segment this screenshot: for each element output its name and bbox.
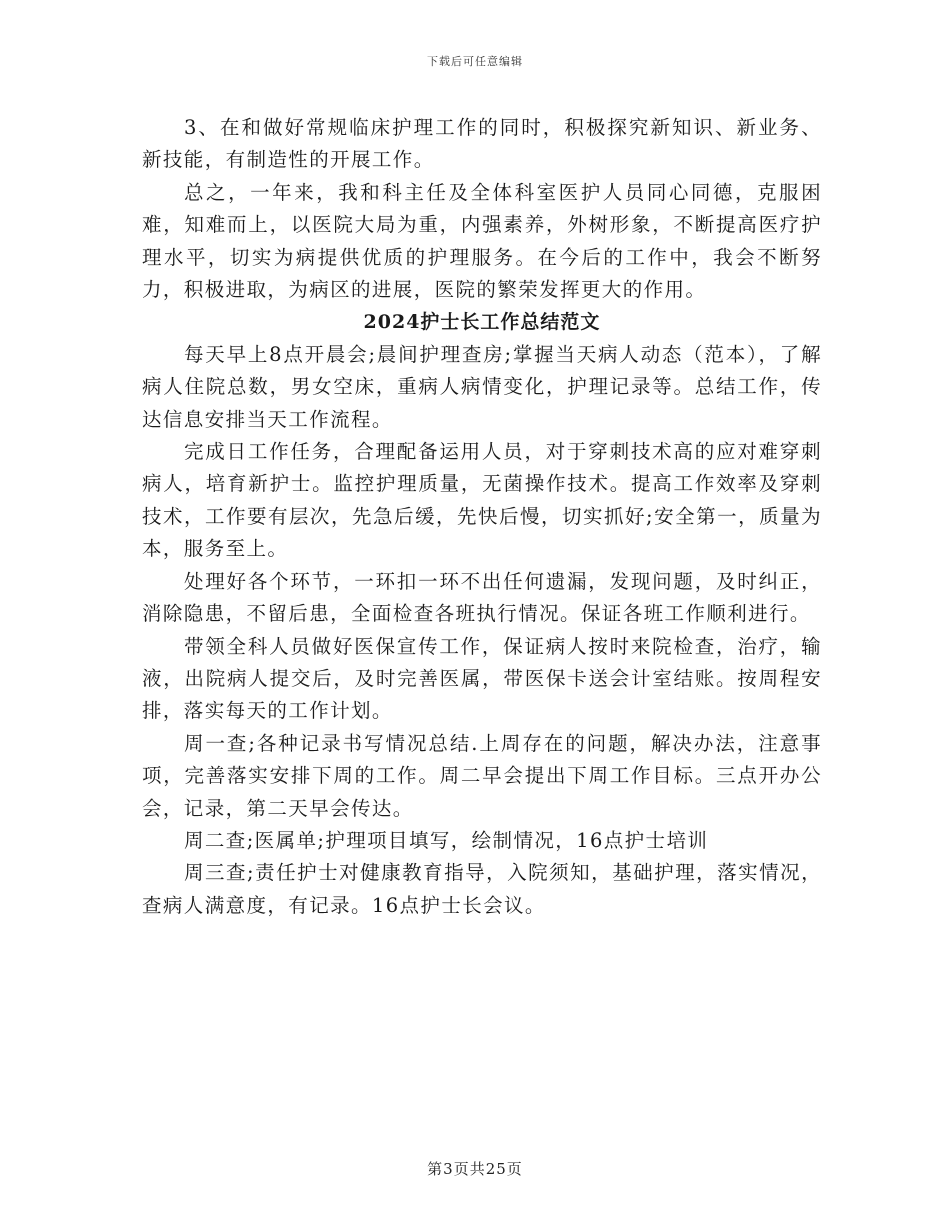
page-header: 下载后可任意编辑 (427, 55, 523, 68)
body-paragraph: 周二查;医属单;护理项目填写，绘制情况，16点护士培训 (184, 828, 709, 852)
document-body (142, 112, 822, 922)
body-paragraph: 周三查;责任护士对健康教育指导，入院须知，基础护理，落实情况，查病人满意度，有记录。16点护士长会议。 (142, 861, 822, 917)
section-title: 2024护士长工作总结范文 (363, 311, 601, 334)
body-paragraph: 周一查;各种记录书写情况总结.上周存在的问题，解决办法，注意事项，完善落实安排下周的工作。周二早会提出下周工作目标。三点开办公会，记录，第二天早会传达。 (142, 731, 822, 820)
body-paragraph: 每天早上8点开晨会;晨间护理查房;掌握当天病人动态（范本），了解病人住院总数，男女空床，重病人病情变化，护理记录等。总结工作，传达信息安排当天工作流程。 (142, 342, 822, 431)
page-footer: 第3页共25页 (427, 1160, 523, 1178)
body-paragraph: 带领全科人员做好医保宣传工作，保证病人按时来院检查，治疗，输液，出院病人提交后，及时完善医属，带医保卡送会计室结账。按周程安排，落实每天的工作计划。 (142, 634, 822, 723)
body-paragraph: 3、在和做好常规临床护理工作的同时，积极探究新知识、新业务、新技能，有制造性的开展工作。 (142, 116, 822, 172)
body-paragraph: 处理好各个环节，一环扣一环不出任何遗漏，发现问题，及时纠正，消除隐患，不留后患，全面检查各班执行情况。保证各班工作顺利进行。 (142, 569, 822, 626)
body-paragraph: 完成日工作任务，合理配备运用人员，对于穿刺技术高的应对难穿刺病人，培育新护士。监控护理质量，无菌操作技术。提高工作效率及穿刺技术，工作要有层次，先急后缓，先快后慢，切实抓好;安全第一，质量为本，服务至上。 (142, 440, 822, 561)
body-paragraph: 总之，一年来，我和科主任及全体科室医护人员同心同德，克服困难，知难而上，以医院大局为重，内强素养，外树形象，不断提高医疗护理水平，切实为病提供优质的护理服务。在今后的工作中，我会不断努力，积极进取，为病区的进展，医院的繁荣发挥更大的作用。 (142, 180, 822, 302)
